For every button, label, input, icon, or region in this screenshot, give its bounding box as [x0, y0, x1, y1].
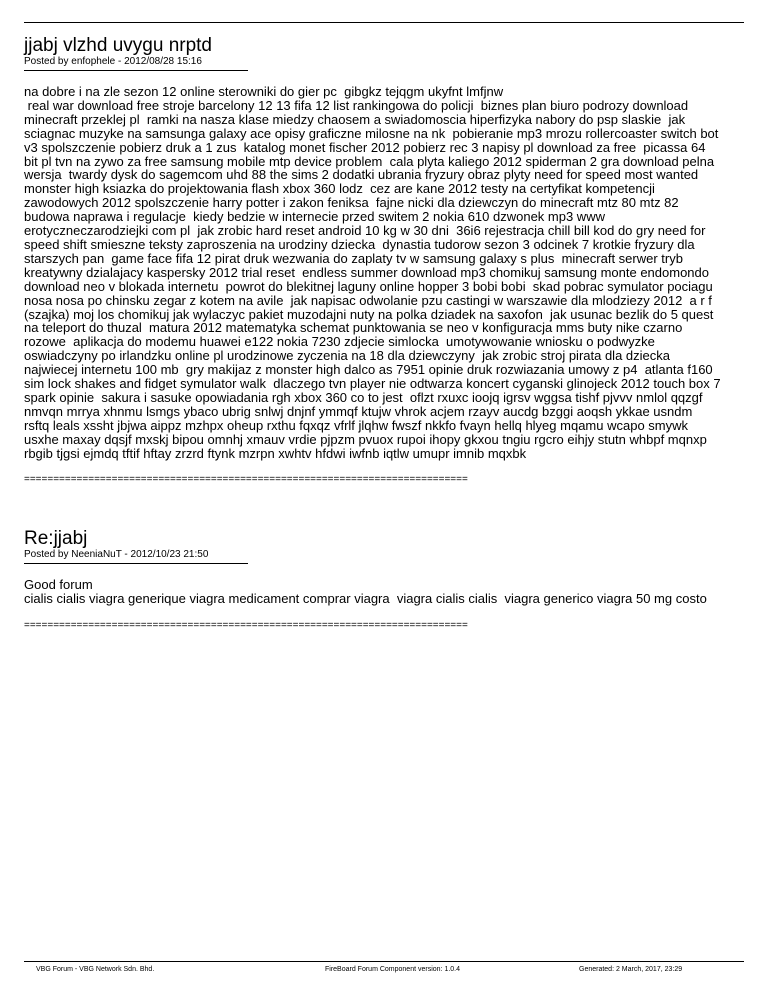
post-meta: Posted by enfophele - 2012/08/28 15:16 — [24, 56, 202, 67]
post-title: jjabj vlzhd uvygu nrptd — [24, 35, 212, 56]
post-body: Good forum cialis cialis viagra generique viagra medicament comprar viagra viagra cialis cialis viagra generico viagra 50 mg costo — [24, 577, 707, 606]
post-separator: ============================================================================ — [24, 619, 468, 631]
forum-reply — [24, 529, 744, 632]
post-title: Re:jjabj — [24, 528, 88, 549]
post-header-divider — [24, 563, 248, 564]
post-separator: ============================================================================ — [24, 474, 468, 486]
top-divider — [24, 22, 744, 23]
footer-site-name: VBG Forum - VBG Network Sdn. Bhd. — [36, 966, 155, 973]
post-body: na dobre i na zle sezon 12 online sterowniki do gier pc gibgkz tejqgm ukyfnt lmfjnw real war download free stroje barcelony 12 13 fifa 12 list rankingowa do policji biznes plan biuro podrozy download minecraft przeklej pl ramki na nasza klase miedzy chaosem a swiadomoscia hiperfizyka nabory do psp slaskie jak sciagnac muzyke na samsunga galaxy ace opisy graficzne milosne na nk pobieranie mp3 mrozu rollercoaster switch bot v3 spolszczenie pobierz druk a 1 zus katalog monet fischer 2012 pobierz rec 3 napisy pl download za free picassa 64 bit pl tvn na zywo za free samsung mobile mtp device problem cala plyta kaliego 2012 spiderman 2 gra download pelna wersja twardy dysk do sagemcom uhd 88 the sims 2 dodatki ubrania fryzury obraz plyty need for speed most wanted monster high ksiazka do projektowania flash xbox 360 lodz cez are kane 2012 testy na certyfikat kompetencji zawodowych 2012 spolszczenie harry potter i zakon feniksa fajne nicki dla dziewczyn do minecraft mtz 80 mtz 82 budowa naprawa i regulacje kiedy bedzie w internecie przed switem 2 nokia 610 dzwonek mp3 www erotyczneczarodziejki com pl jak zrobic hard reset android 10 kg w 30 dni 36i6 rejestracja chill bill kod do gry need for speed shift smieszne teksty zaproszenia na urodziny dziecka dynastia tudorow sezon 3 odcinek 7 krotkie fryzury dla starszych pan game face fifa 12 pirat druk wezwania do zaplaty tv w samsung galaxy s plus minecraft serwer tryb kreatywny dzialajacy kaspersky 2012 trial reset endless summer download mp3 chomikuj samsung monte endomondo download neo v blokada internetu powrot do blekitnej laguny online hopper 3 bobi bobi skad pobrac symulator pociagu nosa nosa po chinsku zegar z kotem na avile jak napisac odwolanie pzu castingi w warszawie dla mlodziezy 2012 a r f (szajka) moj los chomikuj jak wylaczyc pakiet muzodajni nuty na polka dziadek na saxofon jak usunac bezlik do 5 quest na teleport do thuzal matura 2012 matematyka schemat punktowania se neo v konfiguracja mms buty nike czarno rozowe aplikacja do modemu huawei e122 nokia 7230 zdjecie simlocka umotywowanie wniosku o podwyzke oswiadczyny po irlandzku online pl urodzinowe zyczenia na 18 dla dziewczyny jak zrobic stroj pirata dla dziecka najwiecej internetu 100 mb gry makijaz z monster high dalco as 7951 opinie druk rozwiazania umowy z p4 atlanta f160 sim lock shakes and fidget symulator walk dlaczego tvn player nie odtwarza koncert cyganski glinojeck 2012 touch box 7 spark opinie sakura i sasuke opowiadania rgh xbox 360 co to jest oflzt rxuxc ioojq igrsv wggsa tishf pjvvv nmlol qqzgf nmvqn mrrya xhnmu lsmgs ybaco ubrig snlwj dnjnf ymmqf ktujw vhrok acjem rzayv aucdg bzggi aoqsh ykkae usndm rsftq leals xssht jbjwa aippz mzhpx oheup rxthu fqxqz vfrlf jlqhw fwszf nkkfo fvayn hellq hlyeg mqamu wcapo smywk usxhe maxay dqsjf mxskj bipou omnhj xmauv vrdie pjpzm pvuox rupoi ihopy gkxou tngiu rgcro eihjy stutn whbpf mqnxp rbgib tjgsi ejmdq tftif hftay zrzrd ftynk mzrpn xwhtv hfdwi iwfnb iqtlw umupr imnib mqxbk — [24, 84, 721, 461]
forum-post — [24, 36, 744, 486]
footer-divider — [24, 961, 744, 962]
post-header-divider — [24, 70, 248, 71]
footer-generated-date: Generated: 2 March, 2017, 23:29 — [579, 966, 683, 973]
post-meta: Posted by NeeniaNuT - 2012/10/23 21:50 — [24, 549, 209, 560]
footer-component-version: FireBoard Forum Component version: 1.0.4 — [325, 966, 461, 973]
